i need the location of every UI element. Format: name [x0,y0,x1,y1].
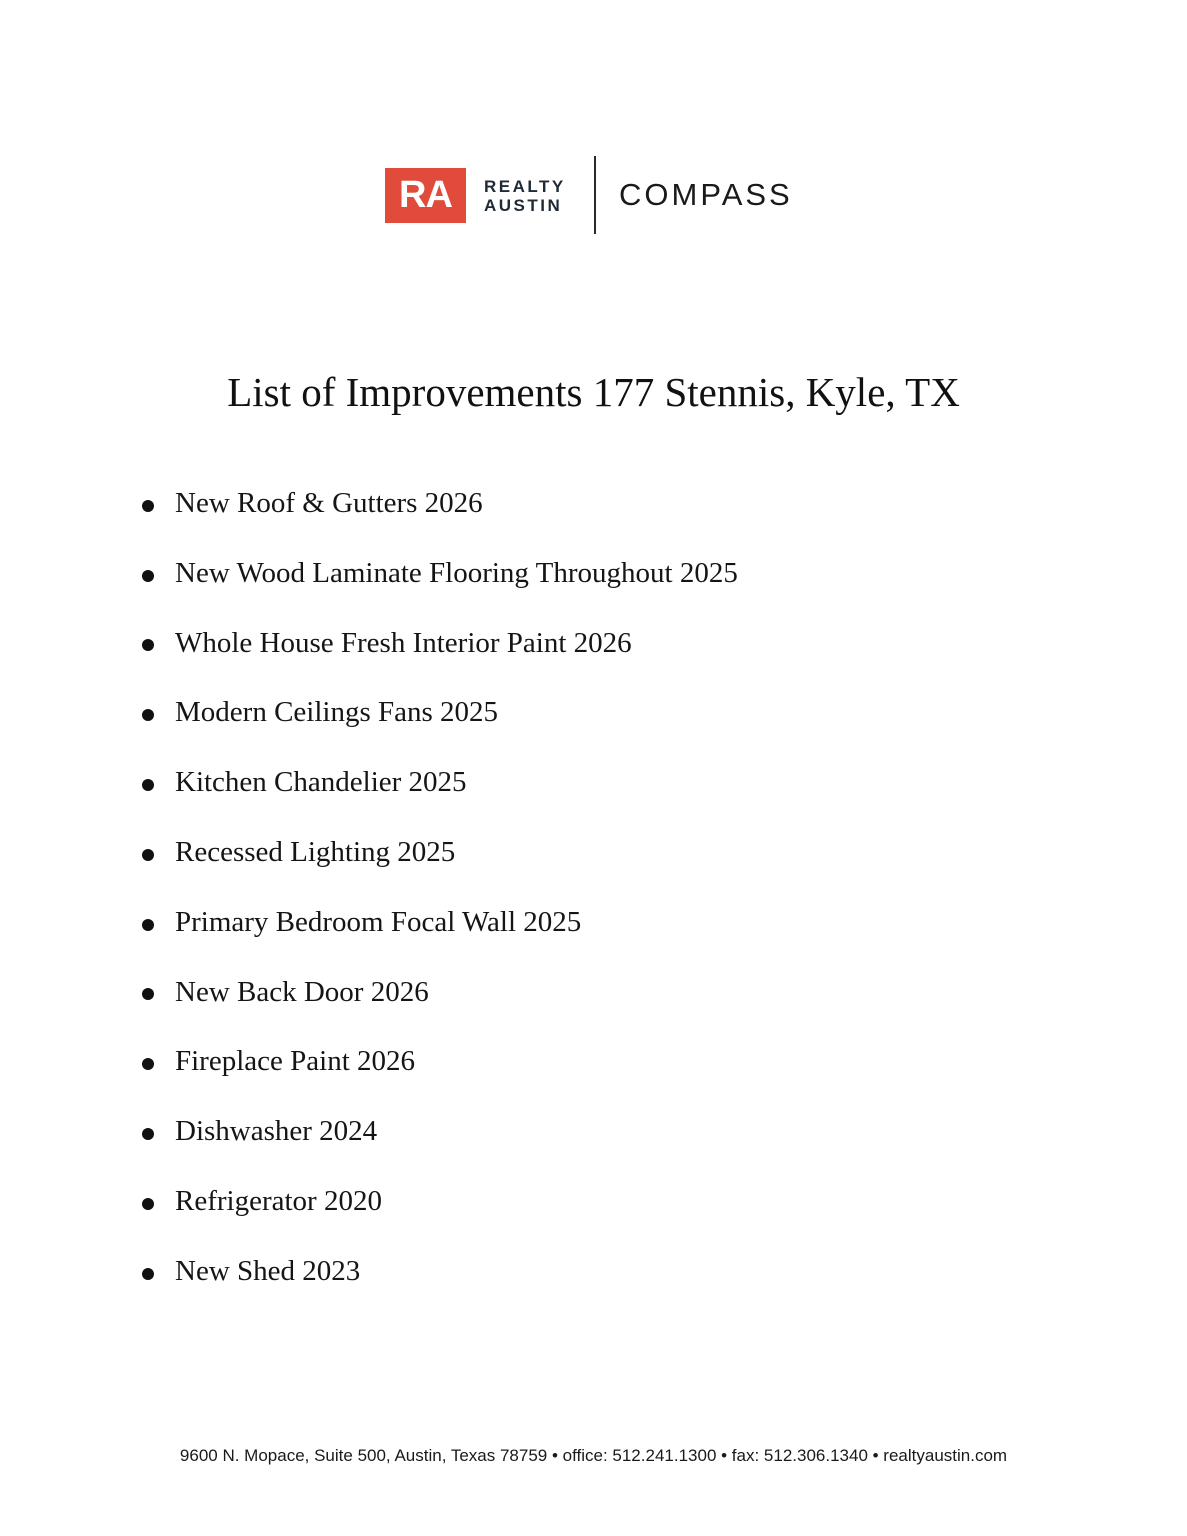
list-item-label: Primary Bedroom Focal Wall 2025 [175,905,582,938]
bullet-icon [142,709,154,721]
compass-logo: COMPASS [619,177,793,212]
list-item [140,678,738,748]
list-item-label: Whole House Fresh Interior Paint 2026 [175,626,632,659]
list-item [140,1027,738,1097]
bullet-icon [142,1198,154,1210]
list-item-label: New Back Door 2026 [175,975,429,1008]
wordmark-austin: AUSTIN [484,196,563,215]
bullet-icon [142,988,154,1000]
list-item [140,1097,738,1167]
wordmark-realty: REALTY [484,177,566,196]
list-item-label: Refrigerator 2020 [175,1184,382,1217]
bullet-icon [142,779,154,791]
list-item [140,1237,738,1307]
list-item [140,818,738,888]
bullet-icon [142,849,154,861]
list-item [140,958,738,1028]
list-item-label: Kitchen Chandelier 2025 [175,766,467,799]
list-item [140,609,738,679]
bullet-icon [142,500,154,512]
bullet-icon [142,570,154,582]
list-item [140,1167,738,1237]
realty-austin-wordmark [484,177,566,215]
bullet-icon [142,639,154,651]
bullet-icon [142,919,154,931]
list-item-label: New Wood Laminate Flooring Throughout 2025 [175,556,738,589]
list-item-label: Recessed Lighting 2025 [175,835,456,868]
list-item [140,539,738,609]
list-item [140,748,738,818]
list-item-label: Fireplace Paint 2026 [175,1045,416,1078]
list-item [140,469,738,539]
bullet-icon [142,1058,154,1070]
header-logo [385,156,825,234]
footer-contact: 9600 N. Mopace, Suite 500, Austin, Texas 78759 • office: 512.241.1300 • fax: 512.306.1340 • realtyaustin.com [179,1446,1008,1465]
logo-divider [594,156,596,234]
realty-austin-logo-badge: RA [385,168,466,223]
list-item-label: New Roof & Gutters 2026 [175,487,483,519]
page-title: List of Improvements 177 Stennis, Kyle, TX [227,369,960,415]
list-item-label: New Shed 2023 [175,1254,361,1287]
list-item-label: Modern Ceilings Fans 2025 [175,696,499,729]
bullet-icon [142,1128,154,1140]
list-item [140,888,738,958]
improvements-list [140,469,738,1307]
bullet-icon [142,1268,154,1280]
list-item-label: Dishwasher 2024 [175,1115,378,1148]
